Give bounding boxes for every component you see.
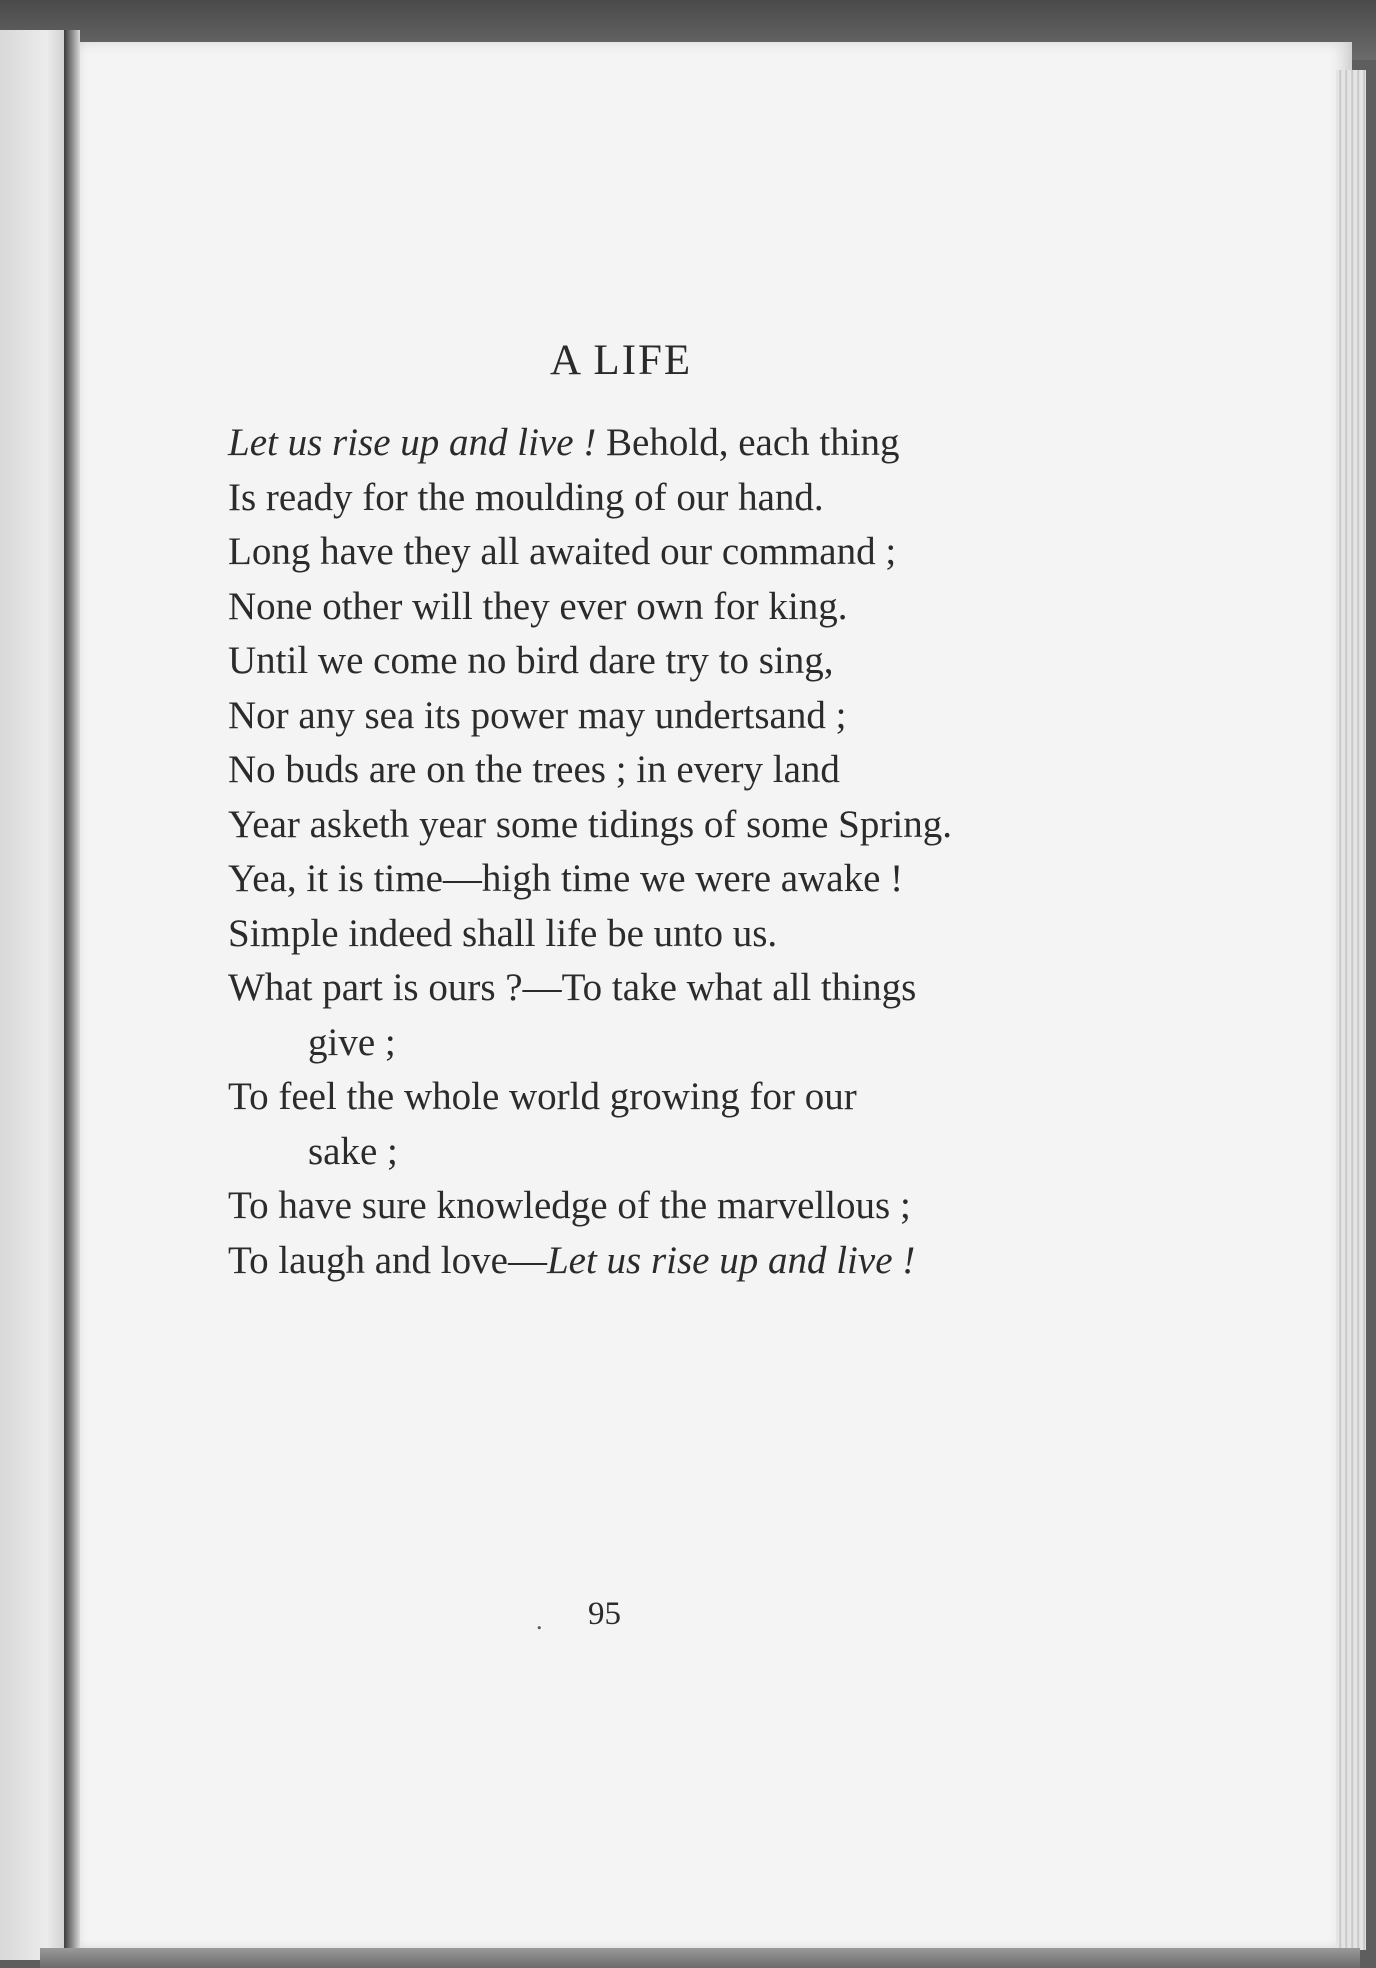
poem-line-italic-start: Let us rise up and live ! xyxy=(228,421,607,464)
poem-title: A LIFE xyxy=(550,337,693,384)
poem-line xyxy=(228,743,1048,798)
poem-line-text: Until we come no bird dare try to sing, xyxy=(228,639,834,682)
poem-line xyxy=(228,634,1048,689)
poem-line-text: To laugh and love— xyxy=(228,1238,547,1282)
poem-line xyxy=(228,1179,1048,1234)
scan-background-bottom xyxy=(40,1948,1360,1968)
poem-line-text: Is ready for the moulding of our hand. xyxy=(228,475,824,519)
poem-line xyxy=(228,416,1048,471)
poem-line xyxy=(228,798,1048,853)
poem-line xyxy=(228,525,1048,580)
poem-line xyxy=(228,1234,1048,1289)
poem-line xyxy=(228,471,1048,526)
page-stack-edge xyxy=(1336,70,1366,1950)
poem-line xyxy=(228,1016,1048,1071)
poem-line-text: sake ; xyxy=(308,1129,398,1173)
poem-line xyxy=(228,1125,1048,1180)
poem-line-text: Nor any sea its power may undertsand ; xyxy=(228,693,847,737)
poem-line xyxy=(228,907,1048,962)
poem-line-text: Yea, it is time—high time we were awake ! xyxy=(228,857,904,900)
poem-line-text: Long have they all awaited our command ; xyxy=(228,530,897,573)
poem-line-text: Behold, each thing xyxy=(606,421,900,464)
poem-line xyxy=(228,689,1048,744)
poem-line-text: None other will they ever own for king. xyxy=(228,584,848,628)
book-gutter xyxy=(64,30,80,1960)
page-number: 95 xyxy=(588,1596,621,1632)
poem-line-text: What part is ours ?—To take what all things xyxy=(228,966,917,1009)
stray-dot-mark: . xyxy=(536,1606,543,1635)
poem-line-italic-end: Let us rise up and live ! xyxy=(546,1238,916,1282)
poem-line-text: Simple indeed shall life be unto us. xyxy=(228,911,778,955)
poem-body xyxy=(228,416,1048,1288)
poem-line xyxy=(228,1070,1048,1125)
poem-line-text: To feel the whole world growing for our xyxy=(228,1075,857,1118)
poem-line xyxy=(228,961,1048,1016)
poem-line xyxy=(228,580,1048,635)
poem-line-text: No buds are on the trees ; in every land xyxy=(228,748,840,791)
poem-line-text: give ; xyxy=(308,1020,396,1064)
poem-line-text: Year asketh year some tidings of some Spring. xyxy=(228,802,952,846)
poem-line xyxy=(228,852,1048,907)
poem-line-text: To have sure knowledge of the marvellous ; xyxy=(228,1184,911,1227)
